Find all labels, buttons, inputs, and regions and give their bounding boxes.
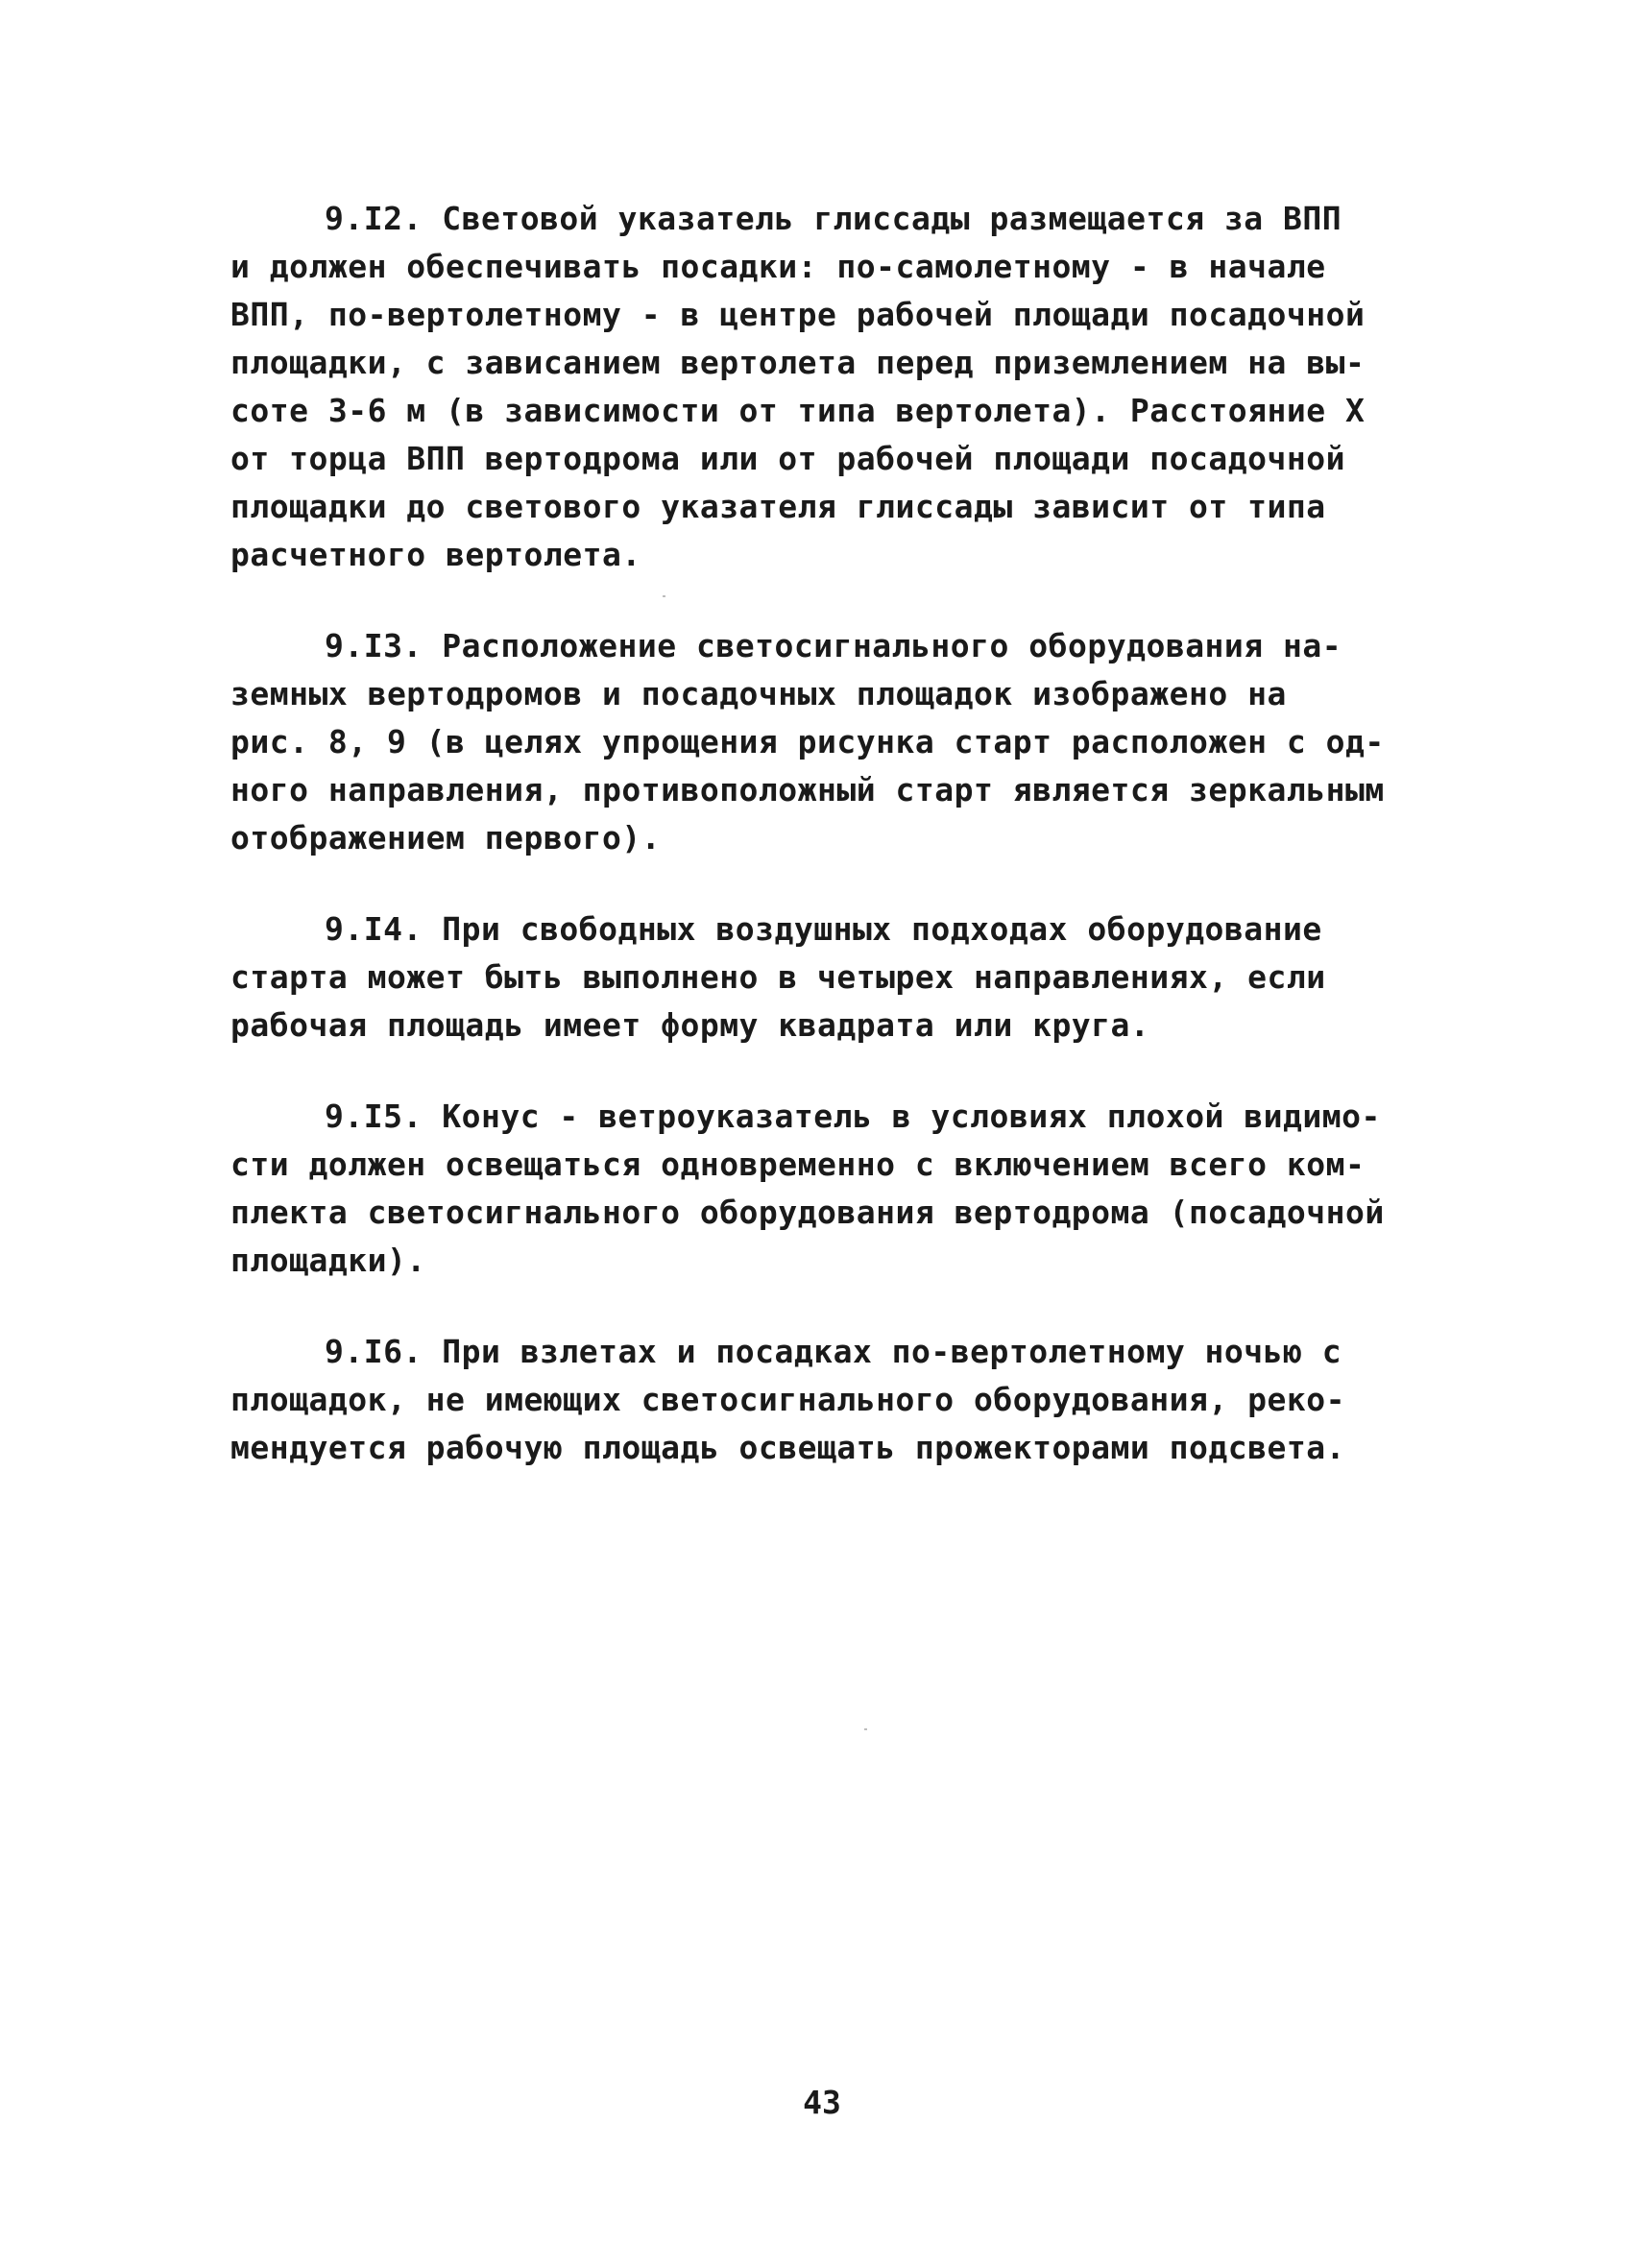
paragraph-text: Расположение светосигнального оборудования на- земных вертодромов и посадочных площадок изображено на рис. 8, 9 (в целях упрощения рисунка старт расположен с од- ного направления, противоположный старт является зеркальным отображением первого).	[230, 627, 1385, 857]
paragraph-number: 9.I2.	[325, 200, 423, 237]
body-text	[230, 195, 1412, 1515]
paragraph-number: 9.I5.	[325, 1098, 423, 1135]
paragraph-number: 9.I6.	[325, 1333, 423, 1370]
paragraph-text: При свободных воздушных подходах оборудование старта может быть выполнено в четырех направлениях, если рабочая площадь имеет форму квадрата или круга.	[230, 910, 1326, 1044]
paragraph-9-14	[230, 905, 1412, 1050]
paragraph-number: 9.I4.	[325, 910, 423, 948]
paragraph-text: Конус - ветроуказатель в условиях плохой видимо- сти должен освещаться одновременно с включением всего ком- плекта светосигнального оборудования вертодрома (посадочной площадки).	[230, 1098, 1385, 1279]
paragraph-text: Световой указатель глиссады размещается за ВПП и должен обеспечивать посадки: по-самолетному - в начале ВПП, по-вертолетному - в центре рабочей площади посадочной площадки, с зависанием вертолета перед приземлением на вы- соте 3-6 м (в зависимости от типа вертолета). Расстояние X от торца ВПП вертодрома или от рабочей площади посадочной площадки до светового указателя глиссады зависит от типа расчетного вертолета.	[230, 200, 1366, 573]
paragraph-9-13	[230, 622, 1412, 862]
paragraph-9-16	[230, 1328, 1412, 1472]
paragraph-number: 9.I3.	[325, 627, 423, 664]
page-number: 43	[803, 2084, 841, 2121]
paragraph-9-12	[230, 195, 1412, 579]
scan-speck	[663, 595, 665, 597]
paragraph-9-15	[230, 1093, 1412, 1285]
paragraph-text: При взлетах и посадках по-вертолетному ночью с площадок, не имеющих светосигнального оборудования, реко- мендуется рабочую площадь освещать прожекторами подсвета.	[230, 1333, 1345, 1466]
scan-speck	[864, 1728, 867, 1730]
